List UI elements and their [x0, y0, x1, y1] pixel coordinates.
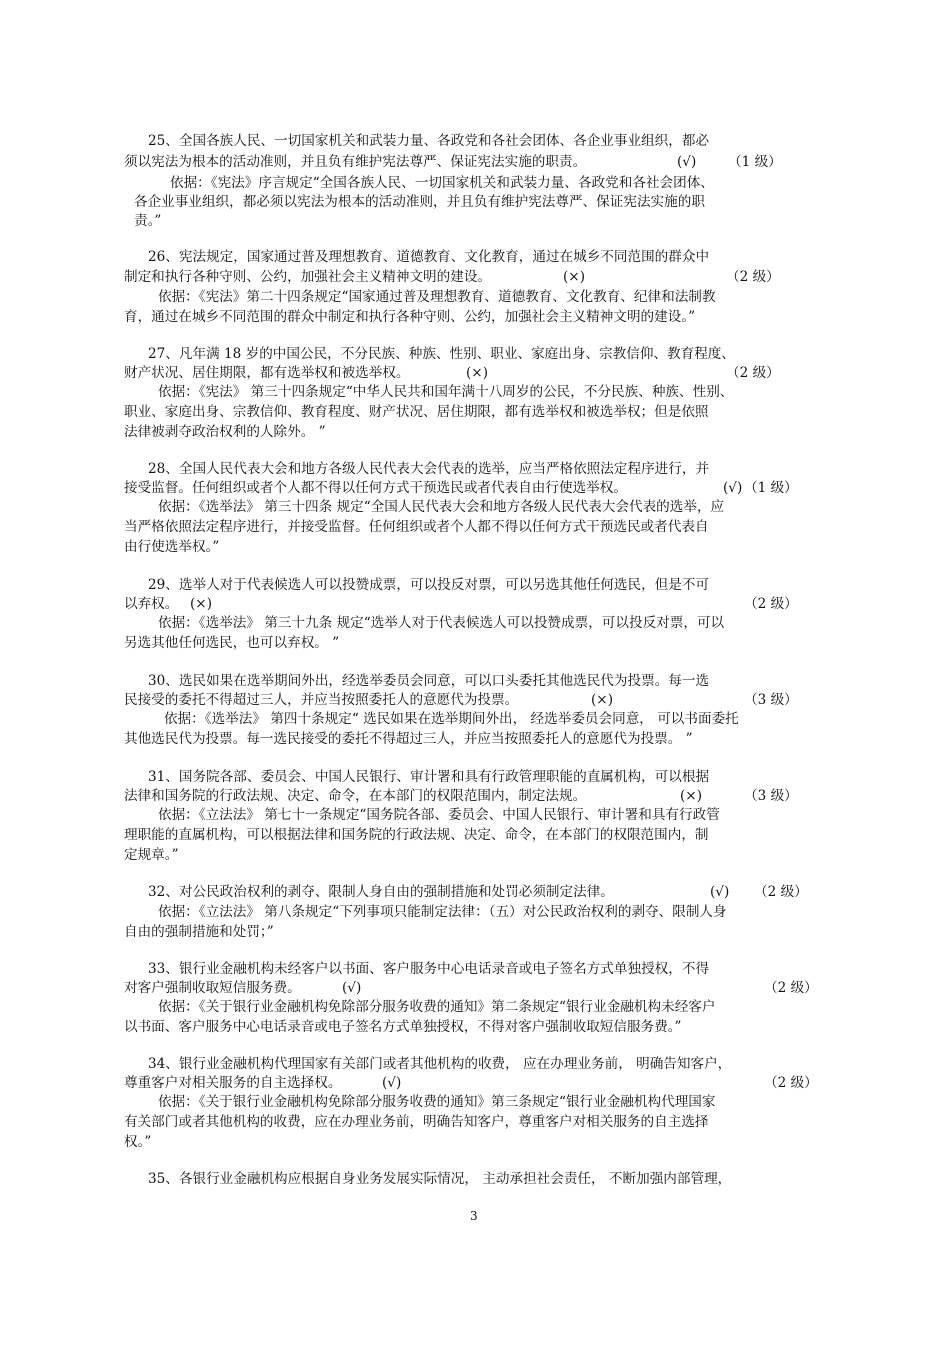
question-text: 财产状况、居住期限，都有选举权和被选举权。	[124, 365, 410, 381]
difficulty-level: （2 级）	[764, 1075, 818, 1091]
question-text: 35、各银行业金融机构应根据自身业务发展实际情况， 主动承担社会责任， 不断加强内部管理，	[148, 1171, 732, 1187]
difficulty-level: （1 级）	[744, 480, 798, 496]
question-text: 尊重客户对相关服务的自主选择权。	[124, 1075, 342, 1091]
question-text: 须以宪法为根本的活动准则，并且负有维护宪法尊严、保证宪法实施的职责。	[124, 154, 587, 170]
basis-text: 依据：《宪法》 第三十四条规定“中华人民共和国年满十八周岁的公民，不分民族、种族、性别、	[158, 384, 734, 400]
basis-text: 权。”	[124, 1134, 152, 1150]
basis-text: 依据：《选举法》 第三十九条 规定“选举人对于代表候选人可以投赞成票，可以投反对票，可以	[158, 615, 725, 631]
basis-text: 其他选民代为投票。每一选民接受的委托不得超过三人，并应当按照委托人的意愿代为投票。 ”	[124, 731, 693, 747]
basis-text: 职业、家庭出身、宗教信仰、教育程度、财产状况、居住期限，都有选举权和被选举权；但是依照	[124, 404, 709, 420]
basis-text: 定规章。”	[124, 847, 179, 863]
basis-text: 依据：《关于银行业金融机构免除部分服务收费的通知》第二条规定“银行业金融机构未经客户	[158, 999, 716, 1015]
answer-mark: (√)	[723, 480, 743, 496]
question-text: 接受监督。任何组织或者个人都不得以任何方式干预选民或者代表自由行使选举权。	[124, 480, 627, 496]
basis-text: 由行使选举权。”	[124, 539, 220, 555]
basis-text: 依据：《宪法》序言规定“全国各族人民、一切国家机关和武装力量、各政党和各社会团体、	[170, 175, 714, 191]
difficulty-level: （2 级）	[726, 269, 780, 285]
question-text: 26、宪法规定，国家通过普及理想教育、道德教育、文化教育，通过在城乡不同范围的群众中	[148, 249, 710, 265]
question-text: 33、银行业金融机构未经客户以书面、客户服务中心电话录音或电子签名方式单独授权，不得	[148, 961, 710, 977]
answer-mark: (√)	[710, 884, 730, 900]
question-text: 民接受的委托不得超过三人，并应当按照委托人的意愿代为投票。	[124, 692, 519, 708]
difficulty-level: （1 级）	[728, 154, 782, 170]
question-text: 32、对公民政治权利的剥夺、限制人身自由的强制措施和处罚必须制定法律。	[148, 884, 614, 900]
question-text: 制定和执行各种守则、公约，加强社会主义精神文明的建设。	[124, 269, 492, 285]
answer-mark: (×)	[466, 365, 488, 381]
question-text: 27、凡年满 18 岁的中国公民，不分民族、种族、性别、职业、家庭出身、宗教信仰、教育程度、	[148, 346, 735, 362]
basis-text: 依据：《选举法》 第三十四条 规定“全国人民代表大会和地方各级人民代表大会代表的选举，应	[158, 499, 725, 515]
question-text: 对客户强制收取短信服务费。	[124, 980, 301, 996]
difficulty-level: （2 级）	[764, 980, 818, 996]
answer-mark: (√)	[382, 1075, 402, 1091]
answer-mark: (√)	[342, 980, 362, 996]
question-text: 25、全国各族人民、一切国家机关和武装力量、各政党和各社会团体、各企业事业组织，都必	[148, 133, 710, 149]
question-text: 法律和国务院的行政法规、决定、命令，在本部门的权限范围内，制定法规。	[124, 788, 587, 804]
basis-text: 理职能的直属机构，可以根据法律和国务院的行政法规、决定、命令，在本部门的权限范围内，制	[124, 827, 709, 843]
answer-mark: (×)	[591, 692, 613, 708]
basis-text: 有关部门或者其他机构的收费，应在办理业务前，明确告知客户，尊重客户对相关服务的自主选择	[124, 1114, 709, 1130]
difficulty-level: （3 级）	[744, 692, 798, 708]
basis-text: 自由的强制措施和处罚；”	[124, 924, 274, 940]
basis-text: 依据：《立法法》 第八条规定“下列事项只能制定法律：（五）对公民政治权利的剥夺、限制人身	[158, 904, 727, 920]
basis-text: 依据：《关于银行业金融机构免除部分服务收费的通知》第三条规定“银行业金融机构代理国家	[158, 1094, 716, 1110]
basis-text: 法律被剥夺政治权利的人除外。 ”	[124, 424, 326, 440]
answer-mark: (×)	[563, 269, 585, 285]
question-text: 34、银行业金融机构代理国家有关部门或者其他机构的收费， 应在办理业务前， 明确告知客户，	[148, 1056, 732, 1072]
difficulty-level: （2 级）	[754, 884, 808, 900]
answer-mark: (×)	[680, 788, 702, 804]
basis-text: 依据：《宪法》第二十四条规定“国家通过普及理想教育、道德教育、文化教育、纪律和法制教	[158, 289, 716, 305]
question-text: 以弃权。	[124, 596, 179, 612]
basis-text: 当严格依照法定程序进行，并接受监督。任何组织或者个人都不得以任何方式干预选民或者代表自	[124, 519, 709, 535]
answer-mark: (×)	[190, 596, 212, 612]
question-text: 31、国务院各部、委员会、中国人民银行、审计署和具有行政管理职能的直属机构，可以根据	[148, 769, 710, 785]
basis-text: 责。”	[134, 213, 162, 229]
question-text: 28、全国人民代表大会和地方各级人民代表大会代表的选举，应当严格依照法定程序进行，并	[148, 461, 710, 477]
difficulty-level: （3 级）	[744, 788, 798, 804]
basis-text: 依据：《选举法》 第四十条规定“ 选民如果在选举期间外出， 经选举委员会同意， 可以书面委托	[164, 711, 739, 727]
question-text: 30、选民如果在选举期间外出，经选举委员会同意，可以口头委托其他选民代为投票。每一选	[148, 673, 710, 689]
basis-text: 另选其他任何选民，也可以弃权。 ”	[124, 635, 340, 651]
answer-mark: (√)	[677, 154, 697, 170]
basis-text: 依据：《立法法》 第七十一条规定“国务院各部、委员会、中国人民银行、审计署和具有行政管	[158, 807, 720, 823]
basis-text: 以书面、客户服务中心电话录音或电子签名方式单独授权，不得对客户强制收取短信服务费。”	[124, 1019, 682, 1035]
question-text: 29、选举人对于代表候选人可以投赞成票，可以投反对票，可以另选其他任何选民，但是不可	[148, 577, 710, 593]
difficulty-level: （2 级）	[744, 596, 798, 612]
difficulty-level: （2 级）	[726, 365, 780, 381]
basis-text: 各企业事业组织，都必须以宪法为根本的活动准则，并且负有维护宪法尊严、保证宪法实施的职	[134, 194, 705, 210]
basis-text: 育，通过在城乡不同范围的群众中制定和执行各种守则、公约，加强社会主义精神文明的建设。”	[124, 309, 696, 325]
page-number: 3	[470, 1209, 478, 1223]
